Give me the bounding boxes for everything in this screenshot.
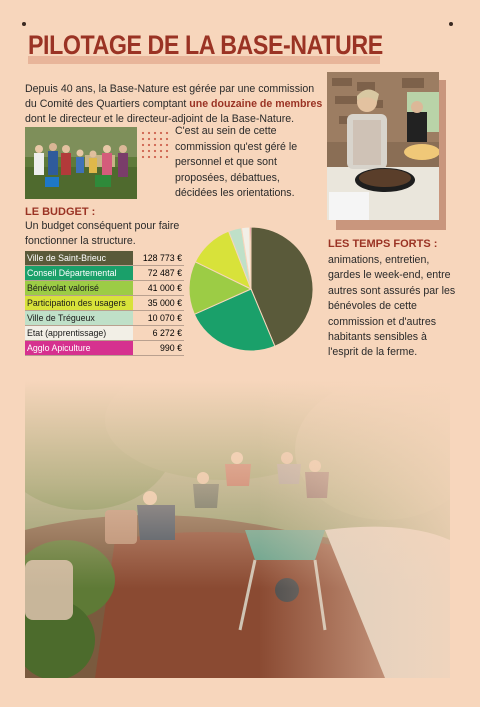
budget-row-amount: 72 487 €: [133, 266, 184, 281]
budget-row-label: Participation des usagers: [25, 296, 133, 311]
temps-forts-heading: LES TEMPS FORTS :: [328, 238, 438, 250]
budget-pie-chart: [186, 224, 316, 354]
budget-row: [25, 296, 184, 311]
budget-row: [25, 311, 184, 326]
budget-row-label: Conseil Départemental: [25, 266, 133, 281]
decorative-dots: [140, 130, 170, 160]
intro-text: [25, 82, 325, 127]
budget-row: [25, 281, 184, 296]
budget-row-amount: 990 €: [133, 341, 184, 356]
temps-forts-text: animations, entretien, gardes le week-end, entre autres sont assurés par les bénévoles de cette commission et d'autres habitants sensibles à l'esprit de la ferme.: [328, 254, 456, 359]
budget-row: [25, 266, 184, 281]
budget-row-label: Ville de Trégueux: [25, 311, 133, 326]
budget-row-amount: 128 773 €: [133, 251, 184, 266]
group-photo: [25, 127, 137, 199]
budget-row-label: Etat (apprentissage): [25, 326, 133, 341]
page-title: PILOTAGE DE LA BASE-NATURE: [28, 30, 383, 60]
pin-right: [449, 22, 453, 26]
intro-part2: dont le directeur et le directeur-adjoint de la Base-Nature.: [25, 113, 295, 125]
budget-row-amount: 35 000 €: [133, 296, 184, 311]
budget-description: Un budget conséquent pour faire fonctionner la structure.: [25, 220, 180, 247]
budget-row-amount: 10 070 €: [133, 311, 184, 326]
intro-paragraph-2: C'est au sein de cette commission qu'est géré le personnel et que sont proposées, débattues, décidées les orientations.: [175, 125, 298, 199]
crepe-photo: [327, 72, 439, 220]
budget-row: [25, 251, 184, 266]
budget-row-label: Ville de Saint-Brieuc: [25, 251, 133, 266]
budget-row-label: Agglo Apiculture: [25, 341, 133, 356]
budget-row-label: Bénévolat valorisé: [25, 281, 133, 296]
budget-table: [25, 251, 184, 356]
pin-left: [22, 22, 26, 26]
budget-heading: LE BUDGET :: [25, 206, 96, 218]
budget-row-amount: 6 272 €: [133, 326, 184, 341]
intro-part1: Depuis 40 ans, la Base-Nature est gérée par une commission du Comité des Quartiers comptant: [25, 83, 315, 110]
budget-row-amount: 41 000 €: [133, 281, 184, 296]
garden-photo: [25, 380, 450, 678]
intro-highlight: une douzaine de membres: [189, 98, 323, 110]
budget-row: [25, 341, 184, 356]
budget-row: [25, 326, 184, 341]
